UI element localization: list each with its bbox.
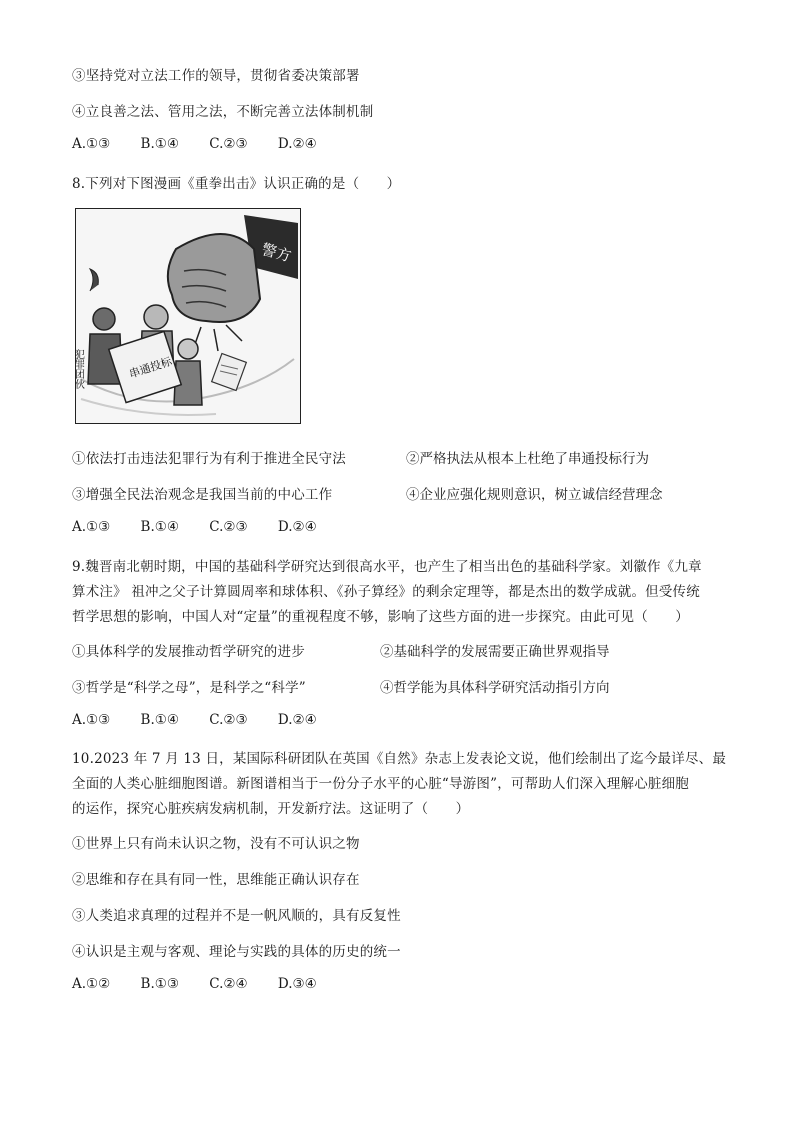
comic-drawing [72, 209, 300, 423]
q7-choice-d[interactable]: D.②④ [277, 136, 317, 152]
q8-option-4: ④企业应强化规则意识，树立诚信经营理念 [406, 487, 663, 503]
q8-choice-a[interactable]: A.①③ [72, 519, 111, 535]
q8-choices [72, 519, 343, 535]
q9-choice-a[interactable]: A.①③ [72, 712, 111, 728]
sign-label: 串通投标 [127, 354, 174, 381]
q8-choice-c[interactable]: C.②③ [209, 519, 248, 535]
q10-choices [72, 976, 343, 992]
q9-choice-b[interactable]: B.①④ [140, 712, 179, 728]
q7-option-3: ③坚持党对立法工作的领导，贯彻省委决策部署 [72, 68, 360, 84]
comic-image [72, 208, 301, 424]
q9-stem-line-1: 9.魏晋南北朝时期，中国的基础科学研究达到很高水平，也产生了相当出色的基础科学家。刘徽作《九章 [72, 559, 702, 575]
q10-choice-b[interactable]: B.①③ [140, 976, 179, 992]
q9-option-2: ②基础科学的发展需要正确世界观指导 [380, 644, 610, 660]
q7-choice-c[interactable]: C.②③ [209, 136, 248, 152]
q10-choice-c[interactable]: C.②④ [209, 976, 248, 992]
q10-choice-a[interactable]: A.①② [72, 976, 111, 992]
q7-choice-a[interactable]: A.①③ [72, 136, 111, 152]
q8-choice-b[interactable]: B.①④ [140, 519, 179, 535]
q10-option-3: ③人类追求真理的过程并不是一帆风顺的，具有反复性 [72, 908, 401, 924]
q9-choice-c[interactable]: C.②③ [209, 712, 248, 728]
q10-stem-line-3: 的运作，探究心脏疾病发病机制，开发新疗法。这证明了（ ） [72, 801, 470, 817]
side-label: 犯罪团伙 [72, 349, 84, 389]
q8-option-3: ③增强全民法治观念是我国当前的中心工作 [72, 487, 333, 503]
fist-label: 警方 [259, 241, 293, 266]
fist-shape [168, 234, 260, 322]
q9-option-4: ④哲学能为具体科学研究活动指引方向 [380, 680, 610, 696]
q10-option-4: ④认识是主观与客观、理论与实践的具体的历史的统一 [72, 944, 401, 960]
q10-option-2: ②思维和存在具有同一性，思维能正确认识存在 [72, 872, 360, 888]
q9-option-3: ③哲学是“科学之母”，是科学之“科学” [72, 680, 306, 696]
q10-option-1: ①世界上只有尚未认识之物，没有不可认识之物 [72, 836, 360, 852]
q9-option-1: ①具体科学的发展推动哲学研究的进步 [72, 644, 305, 660]
q8-option-2: ②严格执法从根本上杜绝了串通投标行为 [406, 451, 649, 467]
q8-choice-d[interactable]: D.②④ [277, 519, 317, 535]
q7-option-4: ④立良善之法、管用之法，不断完善立法体制机制 [72, 104, 374, 120]
q9-choices [72, 712, 343, 728]
q10-stem-line-2: 全面的人类心脏细胞图谱。新图谱相当于一份分子水平的心脏“导游图”，可帮助人们深入理解心脏细胞 [72, 776, 690, 792]
q8-stem: 8.下列对下图漫画《重拳出击》认识正确的是（ ） [72, 176, 401, 192]
q7-choice-b[interactable]: B.①④ [140, 136, 179, 152]
q8-option-1: ①依法打击违法犯罪行为有利于推进全民守法 [72, 451, 346, 467]
q9-stem-line-3: 哲学思想的影响，中国人对“定量”的重视程度不够，影响了这些方面的进一步探究。由此可见（ ） [72, 609, 690, 625]
q10-choice-d[interactable]: D.③④ [277, 976, 317, 992]
q10-stem-line-1: 10.2023 年 7 月 13 日，某国际科研团队在英国《自然》杂志上发表论文说，他们绘制出了迄今最详尽、最 [72, 751, 727, 767]
q9-stem-line-2: 算术注》 祖冲之父子计算圆周率和球体积、《孙子算经》的剩余定理等，都是杰出的数学成就。但受传统 [72, 584, 700, 600]
left-person-head [93, 308, 115, 330]
q7-choices [72, 136, 343, 152]
q9-choice-d[interactable]: D.②④ [277, 712, 317, 728]
